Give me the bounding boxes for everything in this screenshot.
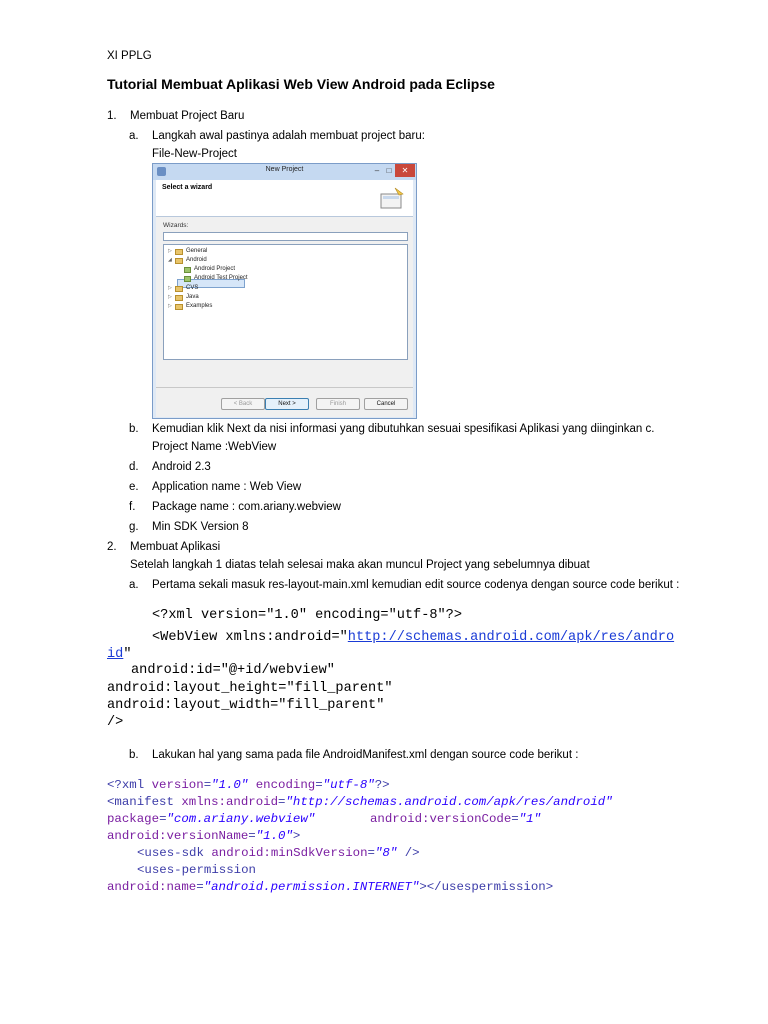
value-version-name: "1.0" (255, 829, 293, 843)
uses-sdk-tag: <uses-sdk (137, 846, 212, 860)
code1-quote: " (123, 647, 132, 662)
item-b-text: Kemudian klik Next da nisi informasi yang dibutuhkan sesuai spesifikasi Aplikasi yang diinginkan c. (152, 423, 655, 435)
expand-arrow-icon[interactable]: ▷ (168, 303, 172, 309)
code1-line-link-end (107, 646, 132, 664)
attr-encoding: encoding (248, 778, 316, 792)
item-f-text: Package name : com.ariany.webview (152, 501, 341, 513)
android-test-project-icon (184, 276, 191, 282)
equals-sign: = (248, 829, 256, 843)
section-1-heading: Membuat Project Baru (130, 110, 245, 122)
expand-arrow-icon[interactable]: ▷ (168, 285, 172, 291)
code1-line-xml-decl: <?xml version="1.0" encoding="utf-8"?> (152, 608, 462, 623)
xml-decl-open: <?xml (107, 778, 152, 792)
expand-arrow-icon[interactable]: ▷ (168, 248, 172, 254)
dialog-title: New Project (265, 166, 304, 173)
item-a-label: a. (129, 130, 139, 142)
dialog-body (156, 217, 413, 387)
tree-item-android-project[interactable]: Android Project (194, 266, 236, 272)
section-1-number: 1. (107, 110, 117, 122)
item-e-text: Application name : Web View (152, 481, 302, 493)
item-e-label: e. (129, 481, 139, 493)
tree-item-java[interactable]: Java (186, 294, 199, 300)
item-a-subtext: File-New-Project (152, 148, 237, 160)
attr-min-sdk: android:minSdkVersion (211, 846, 368, 860)
xml-decl-close: ?> (374, 778, 390, 792)
attr-version-code: android:versionCode (370, 812, 512, 826)
code2-line-7 (107, 879, 553, 897)
back-button[interactable]: < Back (221, 398, 265, 410)
equals-sign: = (315, 778, 323, 792)
value-version: "1.0" (211, 778, 249, 792)
code2-line-2 (107, 794, 613, 812)
dialog-header-text: Select a wizard (162, 184, 213, 191)
wizard-filter-input[interactable] (163, 232, 408, 241)
schema-link[interactable]: http://schemas.android.com/apk/res/andro (347, 630, 675, 645)
attr-name: android:name (107, 880, 197, 894)
wizard-tree[interactable] (163, 244, 408, 360)
value-xmlns: "http://schemas.android.com/apk/res/android" (285, 795, 613, 809)
item-2b-text: Lakukan hal yang sama pada file AndroidManifest.xml dengan source code berikut : (152, 749, 579, 761)
item-d-label: d. (129, 461, 139, 473)
item-f-label: f. (129, 501, 136, 513)
minimize-icon[interactable]: – (374, 166, 380, 175)
folder-icon (175, 295, 183, 301)
value-encoding: "utf-8" (322, 778, 375, 792)
next-button[interactable]: Next > (265, 398, 309, 410)
item-2b-label: b. (129, 749, 139, 761)
equals-sign: = (367, 846, 375, 860)
folder-icon (175, 304, 183, 310)
finish-button[interactable]: Finish (316, 398, 360, 410)
dialog-header (156, 180, 413, 217)
code1-line-webview (152, 629, 674, 647)
item-b-label: b. (129, 423, 139, 435)
item-g-text: Min SDK Version 8 (152, 521, 249, 533)
equals-sign: = (159, 812, 167, 826)
new-project-dialog (152, 163, 417, 419)
document-title: Tutorial Membuat Aplikasi Web View Android pada Eclipse (107, 76, 495, 92)
item-b-subtext: Project Name :WebView (152, 441, 277, 453)
code1-line-close: /> (107, 715, 124, 730)
folder-icon (175, 249, 183, 255)
code2-line-3b (370, 811, 541, 829)
section-2-number: 2. (107, 541, 117, 553)
wizard-banner-icon (379, 186, 405, 210)
code2-line-1 (107, 777, 390, 795)
tag-close: > (292, 829, 301, 843)
self-close: /> (397, 846, 420, 860)
cancel-button[interactable]: Cancel (364, 398, 408, 410)
folder-icon (175, 286, 183, 292)
tree-item-android-test-project[interactable]: Android Test Project (194, 275, 248, 281)
item-2a-label: a. (129, 579, 139, 591)
uses-permission-tag: <uses-permission (137, 863, 256, 877)
item-a-text: Langkah awal pastinya adalah membuat project baru: (152, 130, 425, 142)
expand-arrow-icon[interactable]: ▷ (168, 294, 172, 300)
folder-icon (175, 258, 183, 264)
equals-sign: = (196, 880, 204, 894)
code2-line-5 (137, 845, 420, 863)
maximize-icon[interactable]: □ (386, 166, 392, 175)
android-project-icon (184, 267, 191, 273)
wizards-label: Wizards: (163, 222, 189, 229)
attr-package: package (107, 812, 160, 826)
equals-sign: = (203, 778, 212, 792)
attr-version-name: android:versionName (107, 829, 249, 843)
value-package: "com.ariany.webview" (166, 812, 316, 826)
item-d-text: Android 2.3 (152, 461, 211, 473)
attr-version: version (151, 778, 204, 792)
dialog-footer (156, 387, 413, 417)
code1-line-id: android:id="@+id/webview" (131, 663, 335, 678)
tree-item-android[interactable]: Android (186, 257, 207, 263)
section-2-heading: Membuat Aplikasi (130, 541, 221, 553)
tree-item-general[interactable]: General (186, 248, 208, 254)
code1-line-width: android:layout_width="fill_parent" (107, 698, 385, 713)
tree-item-examples[interactable]: Examples (186, 303, 213, 309)
code2-line-3a (107, 811, 315, 829)
code1-line-height: android:layout_height="fill_parent" (107, 681, 393, 696)
tree-item-cvs[interactable]: CVS (186, 285, 199, 291)
dialog-titlebar (153, 164, 416, 180)
value-min-sdk: "8" (374, 846, 398, 860)
item-2a-text: Pertama sekali masuk res-layout-main.xml kemudian edit source codenya dengan source code berikut : (152, 579, 680, 591)
item-g-label: g. (129, 521, 139, 533)
equals-sign: = (511, 812, 519, 826)
attr-xmlns: xmlns:android (181, 795, 279, 809)
value-permission: "android.permission.INTERNET" (203, 880, 420, 894)
code2-line-6 (137, 862, 256, 880)
code1-webview-prefix: <WebView xmlns:android=" (152, 630, 348, 645)
section-2-intro: Setelah langkah 1 diatas telah selesai maka akan muncul Project yang sebelumnya dibuat (130, 559, 590, 571)
code2-line-4 (107, 828, 300, 846)
uses-permission-close: ></usespermission> (419, 880, 554, 894)
manifest-tag: <manifest (107, 795, 182, 809)
collapse-arrow-icon[interactable]: ◢ (168, 257, 172, 263)
equals-sign: = (278, 795, 286, 809)
close-icon[interactable]: ✕ (395, 164, 415, 177)
value-version-code: "1" (518, 812, 542, 826)
schema-link-continued[interactable]: id (107, 647, 124, 662)
class-label: XI PPLG (107, 50, 152, 62)
